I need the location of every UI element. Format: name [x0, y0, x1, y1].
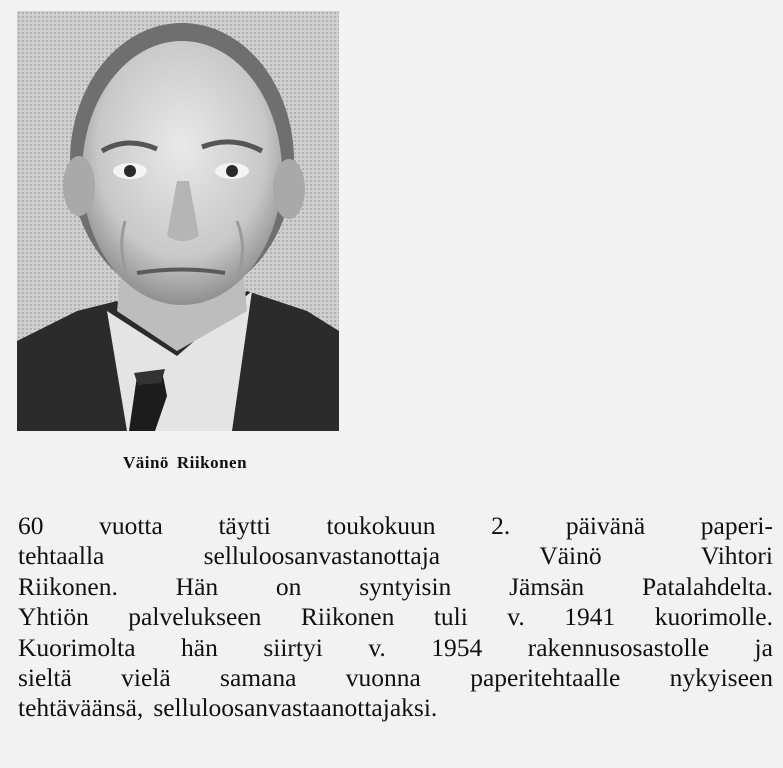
article-line	[18, 663, 773, 693]
article-word: Riikonen.	[18, 571, 118, 601]
portrait-icon	[17, 11, 339, 431]
article-line	[18, 572, 773, 602]
article-word: Patalahdelta.	[641, 571, 773, 601]
article-word: täytti	[218, 511, 271, 540]
article-word: 1954	[431, 632, 483, 662]
photo-caption	[0, 453, 370, 473]
article-line	[18, 633, 773, 663]
article-word: päivänä	[565, 511, 646, 540]
article-word: vuotta	[99, 511, 163, 540]
article-word: samana	[220, 662, 297, 692]
article-word: on	[275, 571, 302, 601]
article-word: paperi-	[700, 511, 773, 540]
article-word: v.	[368, 632, 386, 662]
article-word: tuli	[433, 602, 468, 632]
article-word: tehtäväänsä,	[18, 693, 144, 723]
article-word: toukokuun	[326, 511, 436, 540]
article-word: hän	[181, 632, 218, 662]
article-word: rakennusosastolle	[527, 632, 710, 662]
article-word: Väinö	[539, 541, 602, 571]
article-word: Jämsän	[509, 571, 585, 601]
article-word: Kuorimolta	[18, 632, 136, 662]
article-word: 1941	[564, 602, 616, 632]
article-word: selluloosanvastanottaja	[203, 541, 441, 571]
article-word: palvelukseen	[128, 602, 262, 632]
article-word: tehtaalla	[18, 541, 105, 571]
article-word: Riikonen	[300, 602, 395, 632]
article-word: v.	[507, 602, 525, 632]
article-word: 60	[18, 511, 44, 540]
article-line	[18, 602, 773, 632]
article-word: vielä	[121, 662, 171, 692]
article-word: Hän	[175, 571, 219, 601]
caption-last-name: Riikonen	[176, 453, 248, 472]
article-line	[18, 541, 773, 571]
portrait-photo	[17, 11, 339, 431]
article-word: nykyiseen	[669, 662, 773, 692]
article-word: vuonna	[345, 662, 421, 692]
article-word: paperitehtaalle	[470, 662, 621, 692]
article-word: syntyisin	[359, 571, 452, 601]
article-word: 2.	[491, 511, 511, 540]
article-body	[18, 511, 773, 724]
article-word: Yhtiön	[18, 602, 89, 632]
article-word: Vihtori	[700, 541, 773, 571]
caption-first-name: Väinö	[122, 453, 169, 472]
article-word: sieltä	[18, 662, 72, 692]
article-line	[18, 693, 773, 723]
article-word: siirtyi	[263, 632, 323, 662]
article-word: ja	[754, 632, 773, 662]
article-word: selluloosanvastaanottajaksi.	[153, 693, 438, 723]
article-line	[18, 511, 773, 541]
article-word: kuorimolle.	[654, 602, 773, 632]
